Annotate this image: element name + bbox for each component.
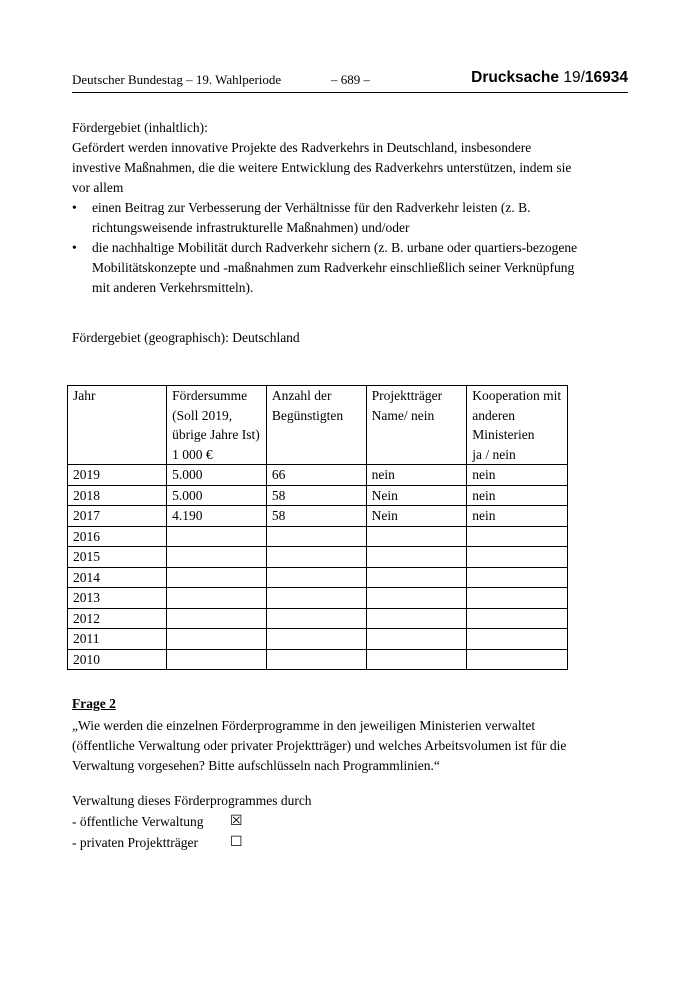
section-title: Fördergebiet (inhaltlich): — [72, 120, 208, 135]
table-cell: nein — [467, 506, 568, 527]
header-jahr — [68, 386, 167, 465]
table-cell — [266, 608, 366, 629]
table-cell: nein — [366, 465, 467, 486]
header-line: 1 000 € — [172, 446, 213, 462]
page-number: – 689 – — [331, 72, 370, 87]
table-cell — [366, 629, 467, 650]
drucksache-number — [471, 69, 628, 87]
table-cell: 5.000 — [167, 485, 267, 506]
table-cell — [266, 629, 366, 650]
table-cell — [266, 547, 366, 568]
text-line: Mobilitätskonzepte und -maßnahmen zum Radverkehr einschließlich seiner Verknüpfung — [92, 260, 575, 275]
table-row — [68, 526, 568, 547]
table-cell: 2012 — [68, 608, 167, 629]
table-row — [68, 608, 568, 629]
drucksache-number-b: 16934 — [584, 69, 628, 86]
table-cell — [266, 649, 366, 670]
drucksache-slash: / — [580, 69, 585, 86]
text-line: richtungsweisende infrastrukturelle Maßnahmen) und/oder — [92, 220, 410, 235]
table-cell — [467, 526, 568, 547]
header-line: Anzahl der — [271, 388, 332, 403]
table-cell — [366, 526, 467, 547]
table-cell: Nein — [366, 485, 467, 506]
table-row — [68, 547, 568, 568]
checked-checkbox-icon[interactable]: ☒ — [230, 813, 243, 829]
header-line: anderen — [472, 407, 516, 423]
table-cell: 58 — [266, 485, 366, 506]
table-cell: 4.190 — [167, 506, 267, 527]
table-cell — [167, 629, 267, 650]
table-cell — [366, 547, 467, 568]
table-cell — [167, 588, 267, 609]
foerdergebiet-inhaltlich — [72, 118, 612, 198]
verwaltung-title: Verwaltung dieses Förderprogrammes durch — [72, 793, 312, 808]
header-line: ja / nein — [472, 446, 516, 462]
table-cell: 66 — [266, 465, 366, 486]
table-cell — [167, 608, 267, 629]
header-line: Projektträger — [371, 388, 443, 403]
table-cell: 58 — [266, 506, 366, 527]
table-row — [68, 506, 568, 527]
table-cell: 2019 — [68, 465, 167, 486]
table-cell — [366, 588, 467, 609]
header-line: übrige Jahre Ist) — [172, 427, 260, 442]
table-cell: 2011 — [68, 629, 167, 650]
table-cell — [467, 567, 568, 588]
foerder-table — [67, 385, 568, 670]
bullet-icon: • — [72, 200, 77, 215]
text-line: mit anderen Verkehrsmitteln). — [92, 280, 254, 295]
table-cell — [467, 588, 568, 609]
table-row — [68, 465, 568, 486]
header-kooperation — [467, 386, 568, 465]
bullet-list — [72, 198, 612, 298]
bullet-icon: • — [72, 240, 77, 255]
table-cell: 2010 — [68, 649, 167, 670]
list-item — [72, 198, 612, 238]
table-row — [68, 485, 568, 506]
page-header — [72, 70, 628, 93]
header-line: Jahr — [73, 388, 96, 403]
table-cell: 5.000 — [167, 465, 267, 486]
header-left: Deutscher Bundestag – 19. Wahlperiode — [72, 72, 282, 87]
table-cell — [167, 526, 267, 547]
header-projekttraeger — [366, 386, 467, 465]
text-line: investive Maßnahmen, die die weitere Entwicklung des Radverkehrs unterstützen, indem sie — [72, 160, 572, 175]
foerdergebiet-geographisch: Fördergebiet (geographisch): Deutschland — [72, 330, 300, 345]
table-row — [68, 629, 568, 650]
text-line: (öffentliche Verwaltung oder privater Projektträger) und welches Arbeitsvolumen ist für die — [72, 738, 567, 753]
text-line: vor allem — [72, 180, 124, 195]
header-line: Name/ nein — [371, 407, 435, 423]
header-line: Ministerien — [472, 427, 535, 442]
table-cell: 2016 — [68, 526, 167, 547]
table-cell — [467, 547, 568, 568]
text-line: die nachhaltige Mobilität durch Radverkehr sichern (z. B. urbane oder quartiers-bezogene — [92, 240, 578, 255]
table-cell — [266, 567, 366, 588]
table-cell: nein — [467, 465, 568, 486]
table-cell: 2015 — [68, 547, 167, 568]
unchecked-checkbox-icon[interactable]: ☐ — [230, 834, 243, 850]
frage-title: Frage 2 — [72, 696, 116, 711]
table-header-row — [68, 386, 568, 465]
drucksache-number-a: 19 — [563, 69, 581, 86]
header-line: Kooperation mit — [472, 388, 562, 403]
table-cell — [167, 567, 267, 588]
option-oeffentliche-verwaltung: - öffentliche Verwaltung — [72, 814, 204, 829]
drucksache-label: Drucksache — [471, 69, 560, 86]
table-row — [68, 649, 568, 670]
table-cell — [266, 588, 366, 609]
table-row — [68, 588, 568, 609]
frage-text — [72, 716, 622, 776]
table-cell — [167, 649, 267, 670]
table-cell — [467, 608, 568, 629]
list-item — [72, 238, 612, 298]
header-foerdersumme — [167, 386, 267, 465]
header-line: Begünstigten — [271, 407, 344, 423]
table-cell — [266, 526, 366, 547]
table-cell — [366, 567, 467, 588]
table-cell — [467, 629, 568, 650]
text-line: „Wie werden die einzelnen Förderprogramme in den jeweiligen Ministerien verwaltet — [72, 718, 536, 733]
table-cell — [366, 608, 467, 629]
table-cell: Nein — [366, 506, 467, 527]
table-cell: 2014 — [68, 567, 167, 588]
table-cell: 2017 — [68, 506, 167, 527]
table-cell — [366, 649, 467, 670]
header-line: Fördersumme — [172, 388, 248, 403]
text-line: Verwaltung vorgesehen? Bitte aufschlüsseln nach Programmlinien.“ — [72, 758, 440, 773]
option-private-projekttraeger: - privaten Projektträger — [72, 835, 198, 850]
text-line: Gefördert werden innovative Projekte des Radverkehrs in Deutschland, insbesondere — [72, 140, 532, 155]
table-cell: 2013 — [68, 588, 167, 609]
table-row — [68, 567, 568, 588]
table-cell — [167, 547, 267, 568]
header-anzahl — [266, 386, 366, 465]
text-line: einen Beitrag zur Verbesserung der Verhältnisse für den Radverkehr leisten (z. B. — [92, 200, 531, 215]
table-cell — [467, 649, 568, 670]
table-cell: 2018 — [68, 485, 167, 506]
header-line: (Soll 2019, — [172, 407, 233, 423]
table-cell: nein — [467, 485, 568, 506]
